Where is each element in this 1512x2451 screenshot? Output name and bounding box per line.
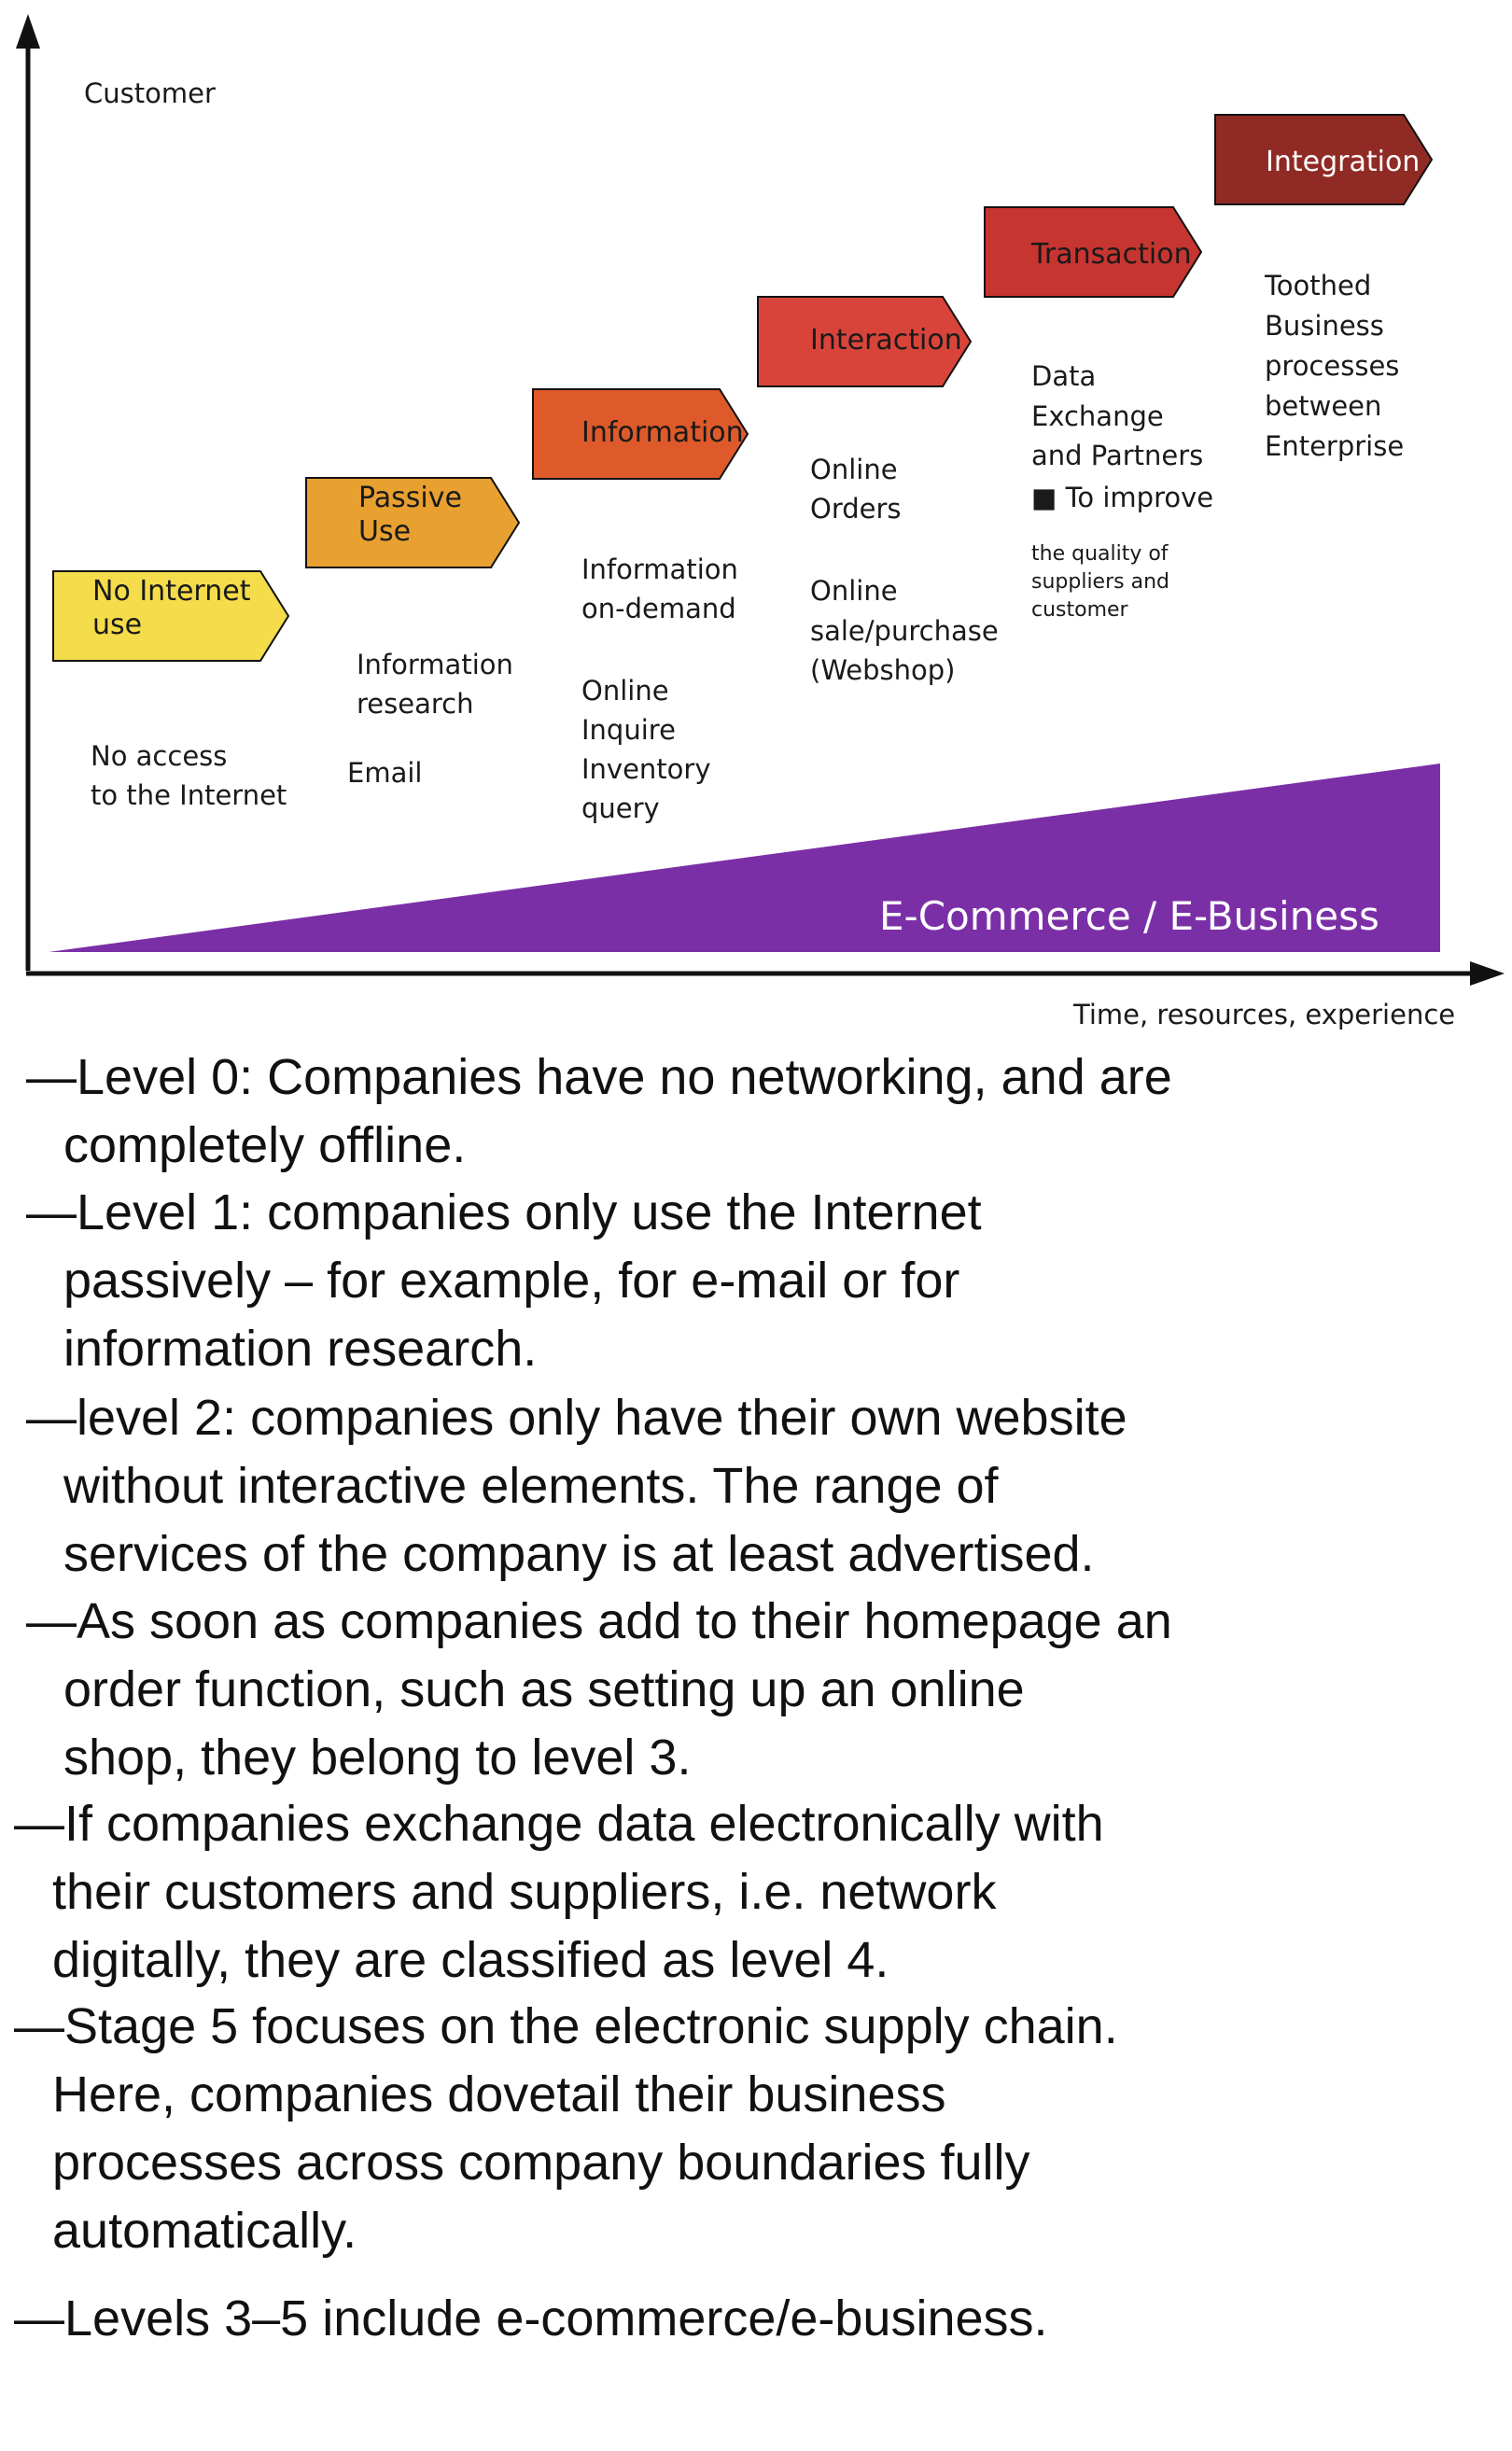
stage-description-line: Inquire xyxy=(581,714,676,746)
stage-description-line: Enterprise xyxy=(1265,430,1405,462)
note-line: shop, they belong to level 3. xyxy=(63,1730,692,1786)
stage-description-line: Information xyxy=(357,649,513,680)
ecommerce-stages-diagram xyxy=(0,0,1512,1036)
note-line: —level 2: companies only have their own website xyxy=(26,1390,1127,1446)
note-line: processes across company boundaries fully xyxy=(52,2135,1030,2191)
stage-title: use xyxy=(92,609,143,641)
note-line: automatically. xyxy=(52,2203,357,2259)
stage-description-line: the quality of xyxy=(1031,542,1169,566)
stage-3 xyxy=(758,297,999,686)
note-line: services of the company is at least advertised. xyxy=(63,1526,1095,1582)
stage-description-line: Email xyxy=(347,757,423,789)
note-line: —Levels 3–5 include e-commerce/e-business. xyxy=(14,2290,1048,2346)
stage-title: Transaction xyxy=(1031,238,1192,271)
stage-group xyxy=(53,115,1432,824)
note-line: their customers and suppliers, i.e. network xyxy=(52,1864,997,1920)
note-line: without interactive elements. The range of xyxy=(63,1458,999,1514)
stage-title: Interaction xyxy=(810,324,962,357)
stage-description-line: Exchange xyxy=(1031,400,1164,432)
stage-description-line: Inventory xyxy=(581,753,711,785)
stage-description-line: customer xyxy=(1031,598,1128,622)
stage-description-line: and Partners xyxy=(1031,440,1204,471)
stage-title: Integration xyxy=(1266,146,1421,178)
stage-description-line: research xyxy=(357,688,474,720)
stage-description-line: (Webshop) xyxy=(810,654,956,686)
stage-description-line: Online xyxy=(810,454,898,485)
stage-title: Passive xyxy=(358,482,462,514)
ecommerce-band-label: E-Commerce / E-Business xyxy=(879,893,1379,939)
note-line: —Level 1: companies only use the Internet xyxy=(26,1184,982,1240)
note-line: —As soon as companies add to their homepage an xyxy=(26,1593,1172,1649)
x-axis-label: Time, resources, experience xyxy=(1073,999,1456,1030)
x-axis-arrowhead xyxy=(1470,961,1505,986)
stage-description-line: sale/purchase xyxy=(810,615,999,647)
note-line: —Level 0: Companies have no networking, and are xyxy=(26,1049,1172,1105)
stage-description-line: Toothed xyxy=(1265,270,1372,301)
y-axis-label: Customer xyxy=(84,77,216,109)
stage-description-line: ■ To improve xyxy=(1031,482,1214,513)
stage-description-line: suppliers and xyxy=(1031,570,1169,594)
stage-description-line: No access xyxy=(91,740,228,772)
stage-description-line: Information xyxy=(581,553,738,585)
note-line: Here, companies dovetail their business xyxy=(52,2066,946,2122)
stage-description-line: Orders xyxy=(810,493,902,525)
stage-description-line: Online xyxy=(810,575,898,607)
stage-0 xyxy=(53,571,288,811)
note-line: information research. xyxy=(63,1321,538,1377)
stage-description-line: query xyxy=(581,792,660,824)
stage-1 xyxy=(306,478,519,789)
stage-description-line: to the Internet xyxy=(91,779,287,811)
stage-description-line: between xyxy=(1265,390,1382,422)
stage-5 xyxy=(1215,115,1432,462)
stage-description-line: processes xyxy=(1265,350,1400,382)
y-axis-arrowhead xyxy=(16,14,40,49)
note-line: completely offline. xyxy=(63,1117,467,1173)
stage-description-line: Online xyxy=(581,675,669,707)
stage-description-line: on-demand xyxy=(581,593,736,624)
note-line: —Stage 5 focuses on the electronic supply chain. xyxy=(14,1998,1118,2054)
stage-2 xyxy=(533,389,748,824)
stage-title: Information xyxy=(581,416,744,449)
stage-4 xyxy=(985,207,1213,622)
stage-title: No Internet xyxy=(92,575,251,608)
stage-description-line: Data xyxy=(1031,360,1097,392)
note-line: digitally, they are classified as level 4. xyxy=(52,1932,889,1988)
note-line: —If companies exchange data electronically with xyxy=(14,1796,1104,1852)
stage-description-line: Business xyxy=(1265,310,1384,342)
note-line: order function, such as setting up an online xyxy=(63,1661,1025,1717)
note-line: passively – for example, for e-mail or for xyxy=(63,1253,960,1309)
stage-title: Use xyxy=(358,515,412,548)
